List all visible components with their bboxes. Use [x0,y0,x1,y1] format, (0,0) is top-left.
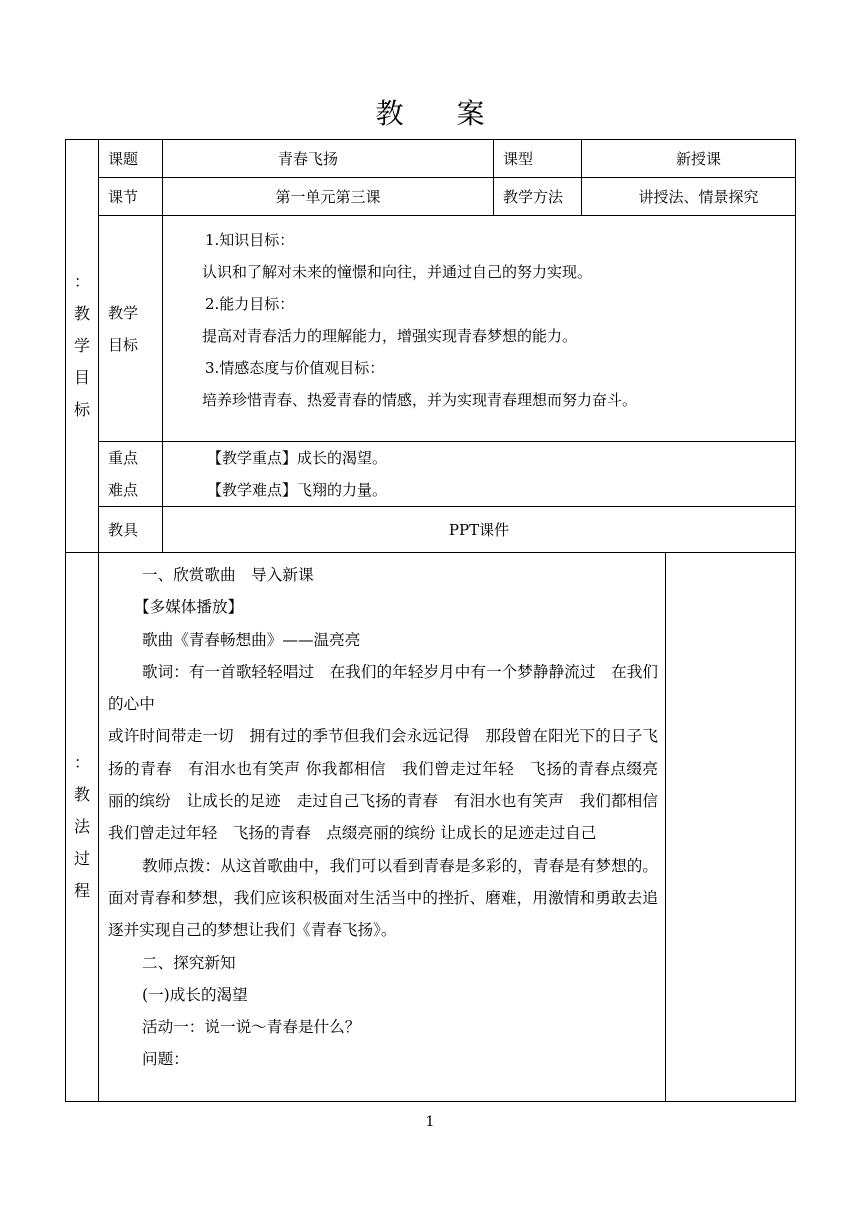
key-difficult-label: 重点 难点 [99,442,163,507]
tools-label: 教具 [99,507,163,553]
lyrics-body: 或许时间带走一切 拥有过的季节但我们会永远记得 那段曾在阳光下的日子飞扬的青春 有泪水也有笑声 你我都相信 我们曾走过年轻 飞扬的青春点缀亮丽的缤纷 让成长的足迹 走过自己飞扬的青春 有泪水也有笑声 我们都相信 我们曾走过年轻 飞扬的青春 点缀亮丽的缤纷 让成长的足迹走过自己 [108,727,674,843]
section-value: 第一单元第三课 [163,178,494,216]
process-side-header: ： 教 法 过 程 [66,553,99,1102]
process-content [99,553,674,1102]
ability-goal-text: 提高对青春活力的理解能力，增强实现青春梦想的能力。 [202,327,578,345]
section-two-heading: 二、探究新知 [142,953,236,972]
song-title: 歌曲《青春畅想曲》——温亮亮 [142,630,361,649]
knowledge-goal-text: 认识和了解对未来的憧憬和向往，并通过自己的努力实现。 [202,263,593,281]
type-value: 新授课 [582,140,796,178]
objectives-content [163,216,796,442]
type-label: 课型 [494,140,582,178]
emotion-goal-text: 培养珍惜青春、热爱青春的情感，并为实现青春理想而努力奋斗。 [202,391,638,409]
method-label: 教学方法 [494,178,582,216]
document-title: 教 案 [375,97,507,130]
activity-one: 活动一：说一说～青春是什么？ [142,1018,361,1037]
emotion-goal-heading: 3.情感态度与价值观目标： [205,359,385,377]
key-difficult-content [163,442,796,507]
question-label: 问题： [142,1050,189,1069]
teacher-comment: 教师点拨：从这首歌曲中，我们可以看到青春是多彩的，青春是有梦想的。面对青春和梦想，我们应该积极面对生活当中的挫折、磨难，用激情和勇敢去追逐并实现自己的梦想让我们《青春飞扬》。 [108,856,658,940]
section-label: 课节 [99,178,163,216]
page-number: 1 [425,1114,435,1130]
multimedia-note: 【多媒体播放】 [134,598,244,617]
difficult-point: 【教学难点】飞翔的力量。 [207,481,388,499]
topic-label: 课题 [99,140,163,178]
subsection-heading: (一)成长的渴望 [142,985,248,1004]
objectives-side-header: ： 教 学 目 标 [66,140,99,553]
topic-value: 青春飞扬 [163,140,494,178]
objectives-label: 教学 目标 [99,216,163,442]
process-notes-column [666,553,796,1102]
lyrics-intro: 歌词：有一首歌轻轻唱过 在我们的年轻岁月中有一个梦静静流过 在我们的心中 [108,662,658,714]
knowledge-goal-heading: 1.知识目标： [205,231,295,249]
ability-goal-heading: 2.能力目标： [205,295,295,313]
lesson-plan-table [65,139,796,1102]
method-value: 讲授法、情景探究 [582,178,796,216]
section-one-heading: 一、欣赏歌曲 导入新课 [142,566,314,584]
key-point: 【教学重点】成长的渴望。 [207,449,388,467]
tools-value: PPT课件 [163,507,796,553]
